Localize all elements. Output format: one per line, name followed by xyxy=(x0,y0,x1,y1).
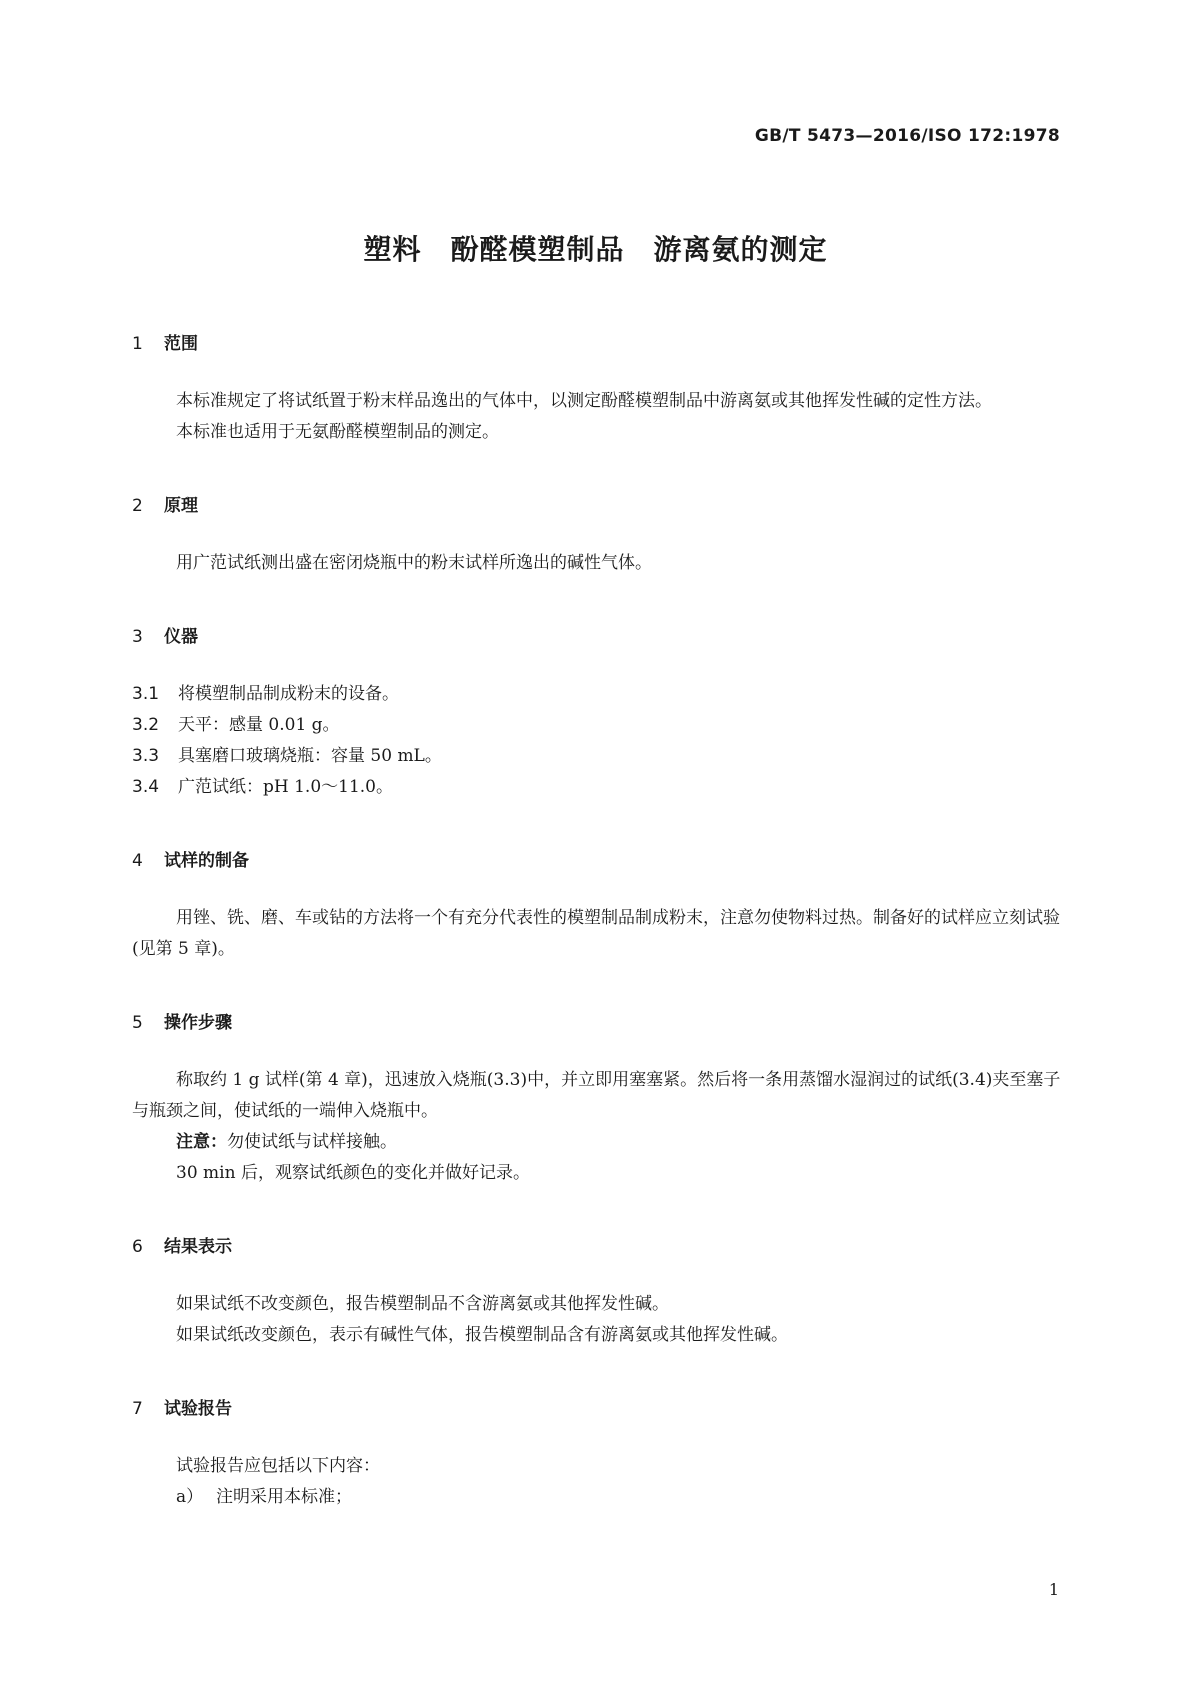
note xyxy=(132,1127,1062,1158)
section-number: 6 xyxy=(132,1237,143,1257)
clause-number: 3.1 xyxy=(132,684,160,704)
paragraph: 如果试纸不改变颜色，报告模塑制品不含游离氨或其他挥发性碱。 xyxy=(176,1294,669,1314)
paragraph: 用广范试纸测出盛在密闭烧瓶中的粉末试样所逸出的碱性气体。 xyxy=(176,553,652,573)
clause-text: 具塞磨口玻璃烧瓶：容量 50 mL。 xyxy=(178,746,442,766)
section-heading xyxy=(132,1233,1062,1261)
clause-number: 3.4 xyxy=(132,777,160,797)
paragraph: 用锉、铣、磨、车或钻的方法将一个有充分代表性的模塑制品制成粉末，注意勿使物料过热。制备好的试样应立刻试验(见第 5 章)。 xyxy=(132,908,1060,959)
clause-item xyxy=(132,741,1062,772)
clause-text: 广范试纸：pH 1.0～11.0。 xyxy=(178,777,393,797)
paragraph: 称取约 1 g 试样(第 4 章)，迅速放入烧瓶(3.3)中，并立即用塞塞紧。然后将一条用蒸馏水湿润过的试纸(3.4)夹至塞子与瓶颈之间，使试纸的一端伸入烧瓶中。 xyxy=(132,1070,1061,1121)
section-expression-of-results xyxy=(132,1233,1062,1351)
section-procedure xyxy=(132,1009,1062,1189)
section-principle xyxy=(132,492,1062,579)
page-number: 1 xyxy=(1048,1580,1059,1599)
section-number: 7 xyxy=(132,1399,143,1419)
list-marker: a） xyxy=(176,1487,204,1507)
paragraph: 本标准规定了将试纸置于粉末样品逸出的气体中，以测定酚醛模塑制品中游离氨或其他挥发性碱的定性方法。 xyxy=(176,391,992,411)
section-number: 1 xyxy=(132,334,143,354)
section-specimen-preparation xyxy=(132,847,1062,965)
section-heading xyxy=(132,1395,1062,1423)
section-heading xyxy=(132,1009,1062,1037)
note-text: 勿使试纸与试样接触。 xyxy=(227,1132,397,1152)
section-title: 原理 xyxy=(164,496,198,516)
section-scope xyxy=(132,330,1062,448)
paragraph: 如果试纸改变颜色，表示有碱性气体，报告模塑制品含有游离氨或其他挥发性碱。 xyxy=(176,1325,788,1345)
paragraph: 30 min 后，观察试纸颜色的变化并做好记录。 xyxy=(176,1163,530,1183)
section-apparatus xyxy=(132,623,1062,803)
paragraph: 试验报告应包括以下内容： xyxy=(176,1456,380,1476)
standard-code: GB/T 5473—2016/ISO 172:1978 xyxy=(754,126,1060,146)
list-text: 注明采用本标准； xyxy=(216,1487,352,1507)
document-title: 塑料 酚醛模塑制品 游离氨的测定 xyxy=(363,233,828,266)
section-title: 范围 xyxy=(164,334,198,354)
section-test-report xyxy=(132,1395,1062,1513)
clause-text: 天平：感量 0.01 g。 xyxy=(178,715,340,735)
paragraph: 本标准也适用于无氨酚醛模塑制品的测定。 xyxy=(176,422,499,442)
note-label: 注意： xyxy=(176,1132,227,1152)
clause-text: 将模塑制品制成粉末的设备。 xyxy=(178,684,399,704)
clause-item xyxy=(132,710,1062,741)
section-heading xyxy=(132,492,1062,520)
section-heading xyxy=(132,623,1062,651)
list-item xyxy=(132,1482,1062,1513)
section-title: 仪器 xyxy=(164,627,198,647)
section-title: 操作步骤 xyxy=(164,1013,232,1033)
clause-number: 3.2 xyxy=(132,715,160,735)
section-heading xyxy=(132,847,1062,875)
section-number: 2 xyxy=(132,496,143,516)
section-title: 试验报告 xyxy=(164,1399,232,1419)
clause-item xyxy=(132,772,1062,803)
clause-number: 3.3 xyxy=(132,746,160,766)
section-number: 5 xyxy=(132,1013,143,1033)
section-number: 4 xyxy=(132,851,143,871)
section-title: 试样的制备 xyxy=(164,851,249,871)
section-heading xyxy=(132,330,1062,358)
document-body xyxy=(132,330,1062,1513)
section-number: 3 xyxy=(132,627,143,647)
clause-item xyxy=(132,679,1062,710)
section-title: 结果表示 xyxy=(164,1237,232,1257)
